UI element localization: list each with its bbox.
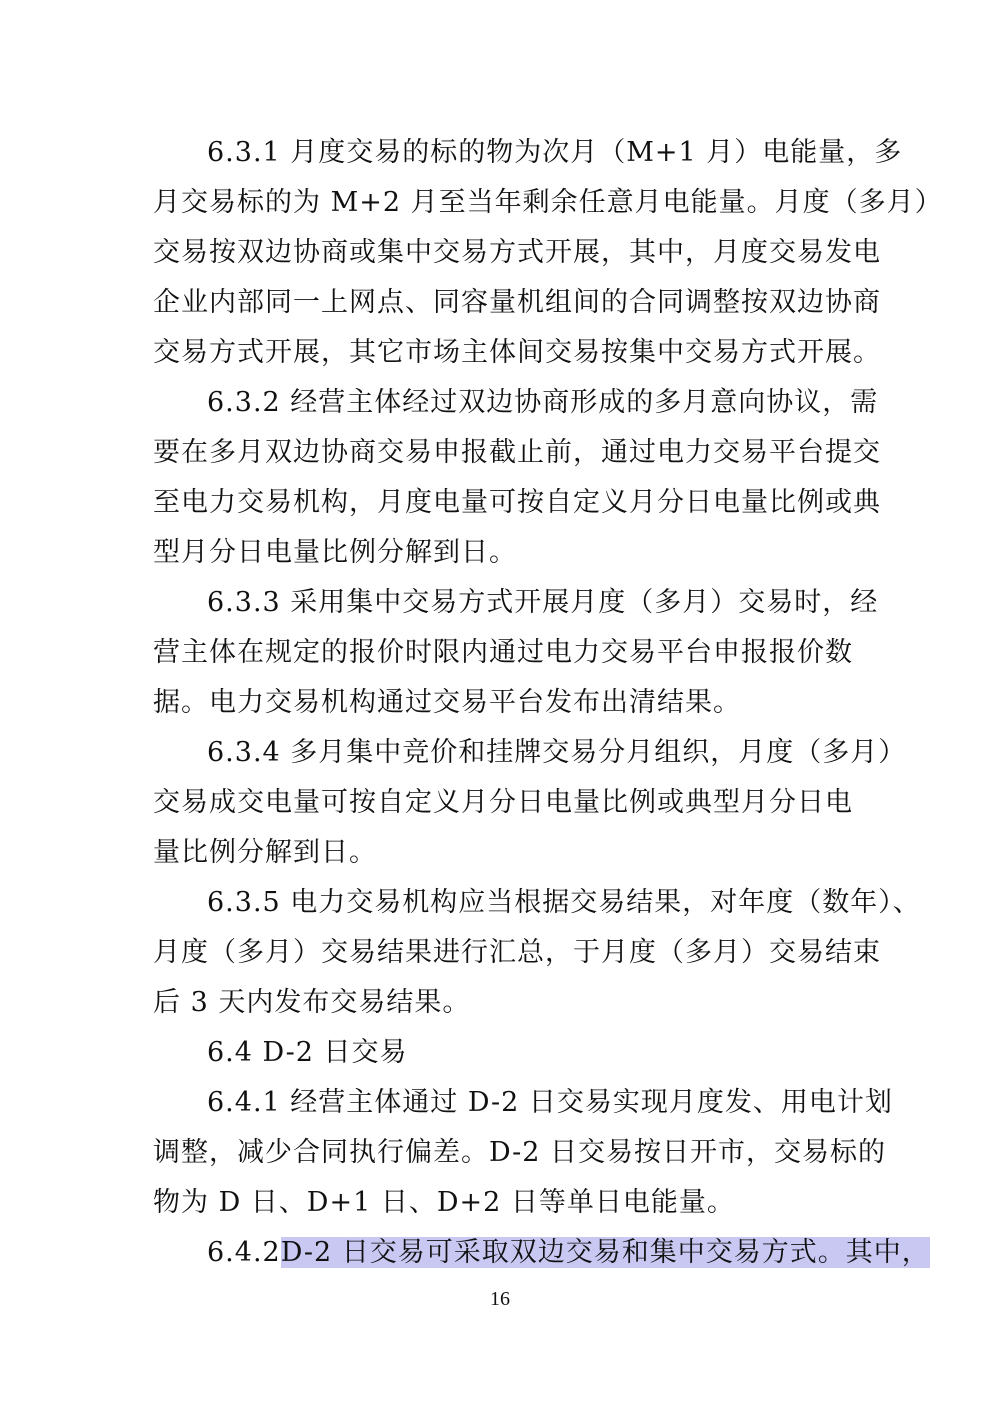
paragraph-6-4-1 [153, 1078, 893, 1228]
paragraph-6-3-4 [153, 728, 907, 878]
section-heading-6-4 [153, 1028, 853, 1078]
text-line: 物为 D 日、D+1 日、D+2 日等单日电能量。 [153, 1187, 735, 1218]
text-line: 量比例分解到日。 [153, 837, 377, 868]
paragraph-6-3-2 [153, 378, 881, 578]
section-heading: 6.4 D-2 日交易 [207, 1037, 408, 1068]
text-line: 月度（多月）交易结果进行汇总，于月度（多月）交易结束 [153, 937, 881, 968]
page-number: 16 [490, 1288, 510, 1310]
text-line: 企业内部同一上网点、同容量机组间的合同调整按双边协商 [153, 287, 881, 318]
clause-number: 6.4.2 [207, 1237, 281, 1268]
text-line: 6.3.5 电力交易机构应当根据交易结果，对年度（数年）、 [207, 887, 921, 918]
text-line: 要在多月双边协商交易申报截止前，通过电力交易平台提交 [153, 437, 881, 468]
text-line: 至电力交易机构，月度电量可按自定义月分日电量比例或典 [153, 487, 881, 518]
text-line: 调整，减少合同执行偏差。D-2 日交易按日开市，交易标的 [153, 1137, 887, 1168]
paragraph-6-3-1 [153, 128, 943, 378]
document-body [153, 128, 943, 1278]
highlighted-selection[interactable]: D-2 日交易可采取双边交易和集中交易方式。其中， [280, 1237, 930, 1268]
text-line: 营主体在规定的报价时限内通过电力交易平台申报报价数 [153, 637, 853, 668]
text-line: 6.3.1 月度交易的标的物为次月（M+1 月）电能量，多 [207, 137, 903, 168]
text-line: 交易方式开展，其它市场主体间交易按集中交易方式开展。 [153, 337, 881, 368]
text-line [153, 1228, 930, 1278]
text-line: 型月分日电量比例分解到日。 [153, 537, 517, 568]
text-line: 月交易标的为 M+2 月至当年剩余任意月电能量。月度（多月） [153, 187, 943, 218]
text-line: 交易按双边协商或集中交易方式开展，其中，月度交易发电 [153, 237, 881, 268]
text-line: 6.4.1 经营主体通过 D-2 日交易实现月度发、用电计划 [207, 1087, 893, 1118]
paragraph-6-3-5 [153, 878, 921, 1028]
text-line: 据。电力交易机构通过交易平台发布出清结果。 [153, 687, 741, 718]
text-line: 6.3.4 多月集中竞价和挂牌交易分月组织，月度（多月） [207, 737, 907, 768]
paragraph-6-3-3 [153, 578, 879, 728]
text-line: 6.3.3 采用集中交易方式开展月度（多月）交易时，经 [207, 587, 879, 618]
paragraph-6-4-2 [153, 1228, 930, 1278]
text-line: 6.3.2 经营主体经过双边协商形成的多月意向协议，需 [207, 387, 879, 418]
text-line: 后 3 天内发布交易结果。 [153, 987, 471, 1018]
text-line: 交易成交电量可按自定义月分日电量比例或典型月分日电 [153, 787, 853, 818]
